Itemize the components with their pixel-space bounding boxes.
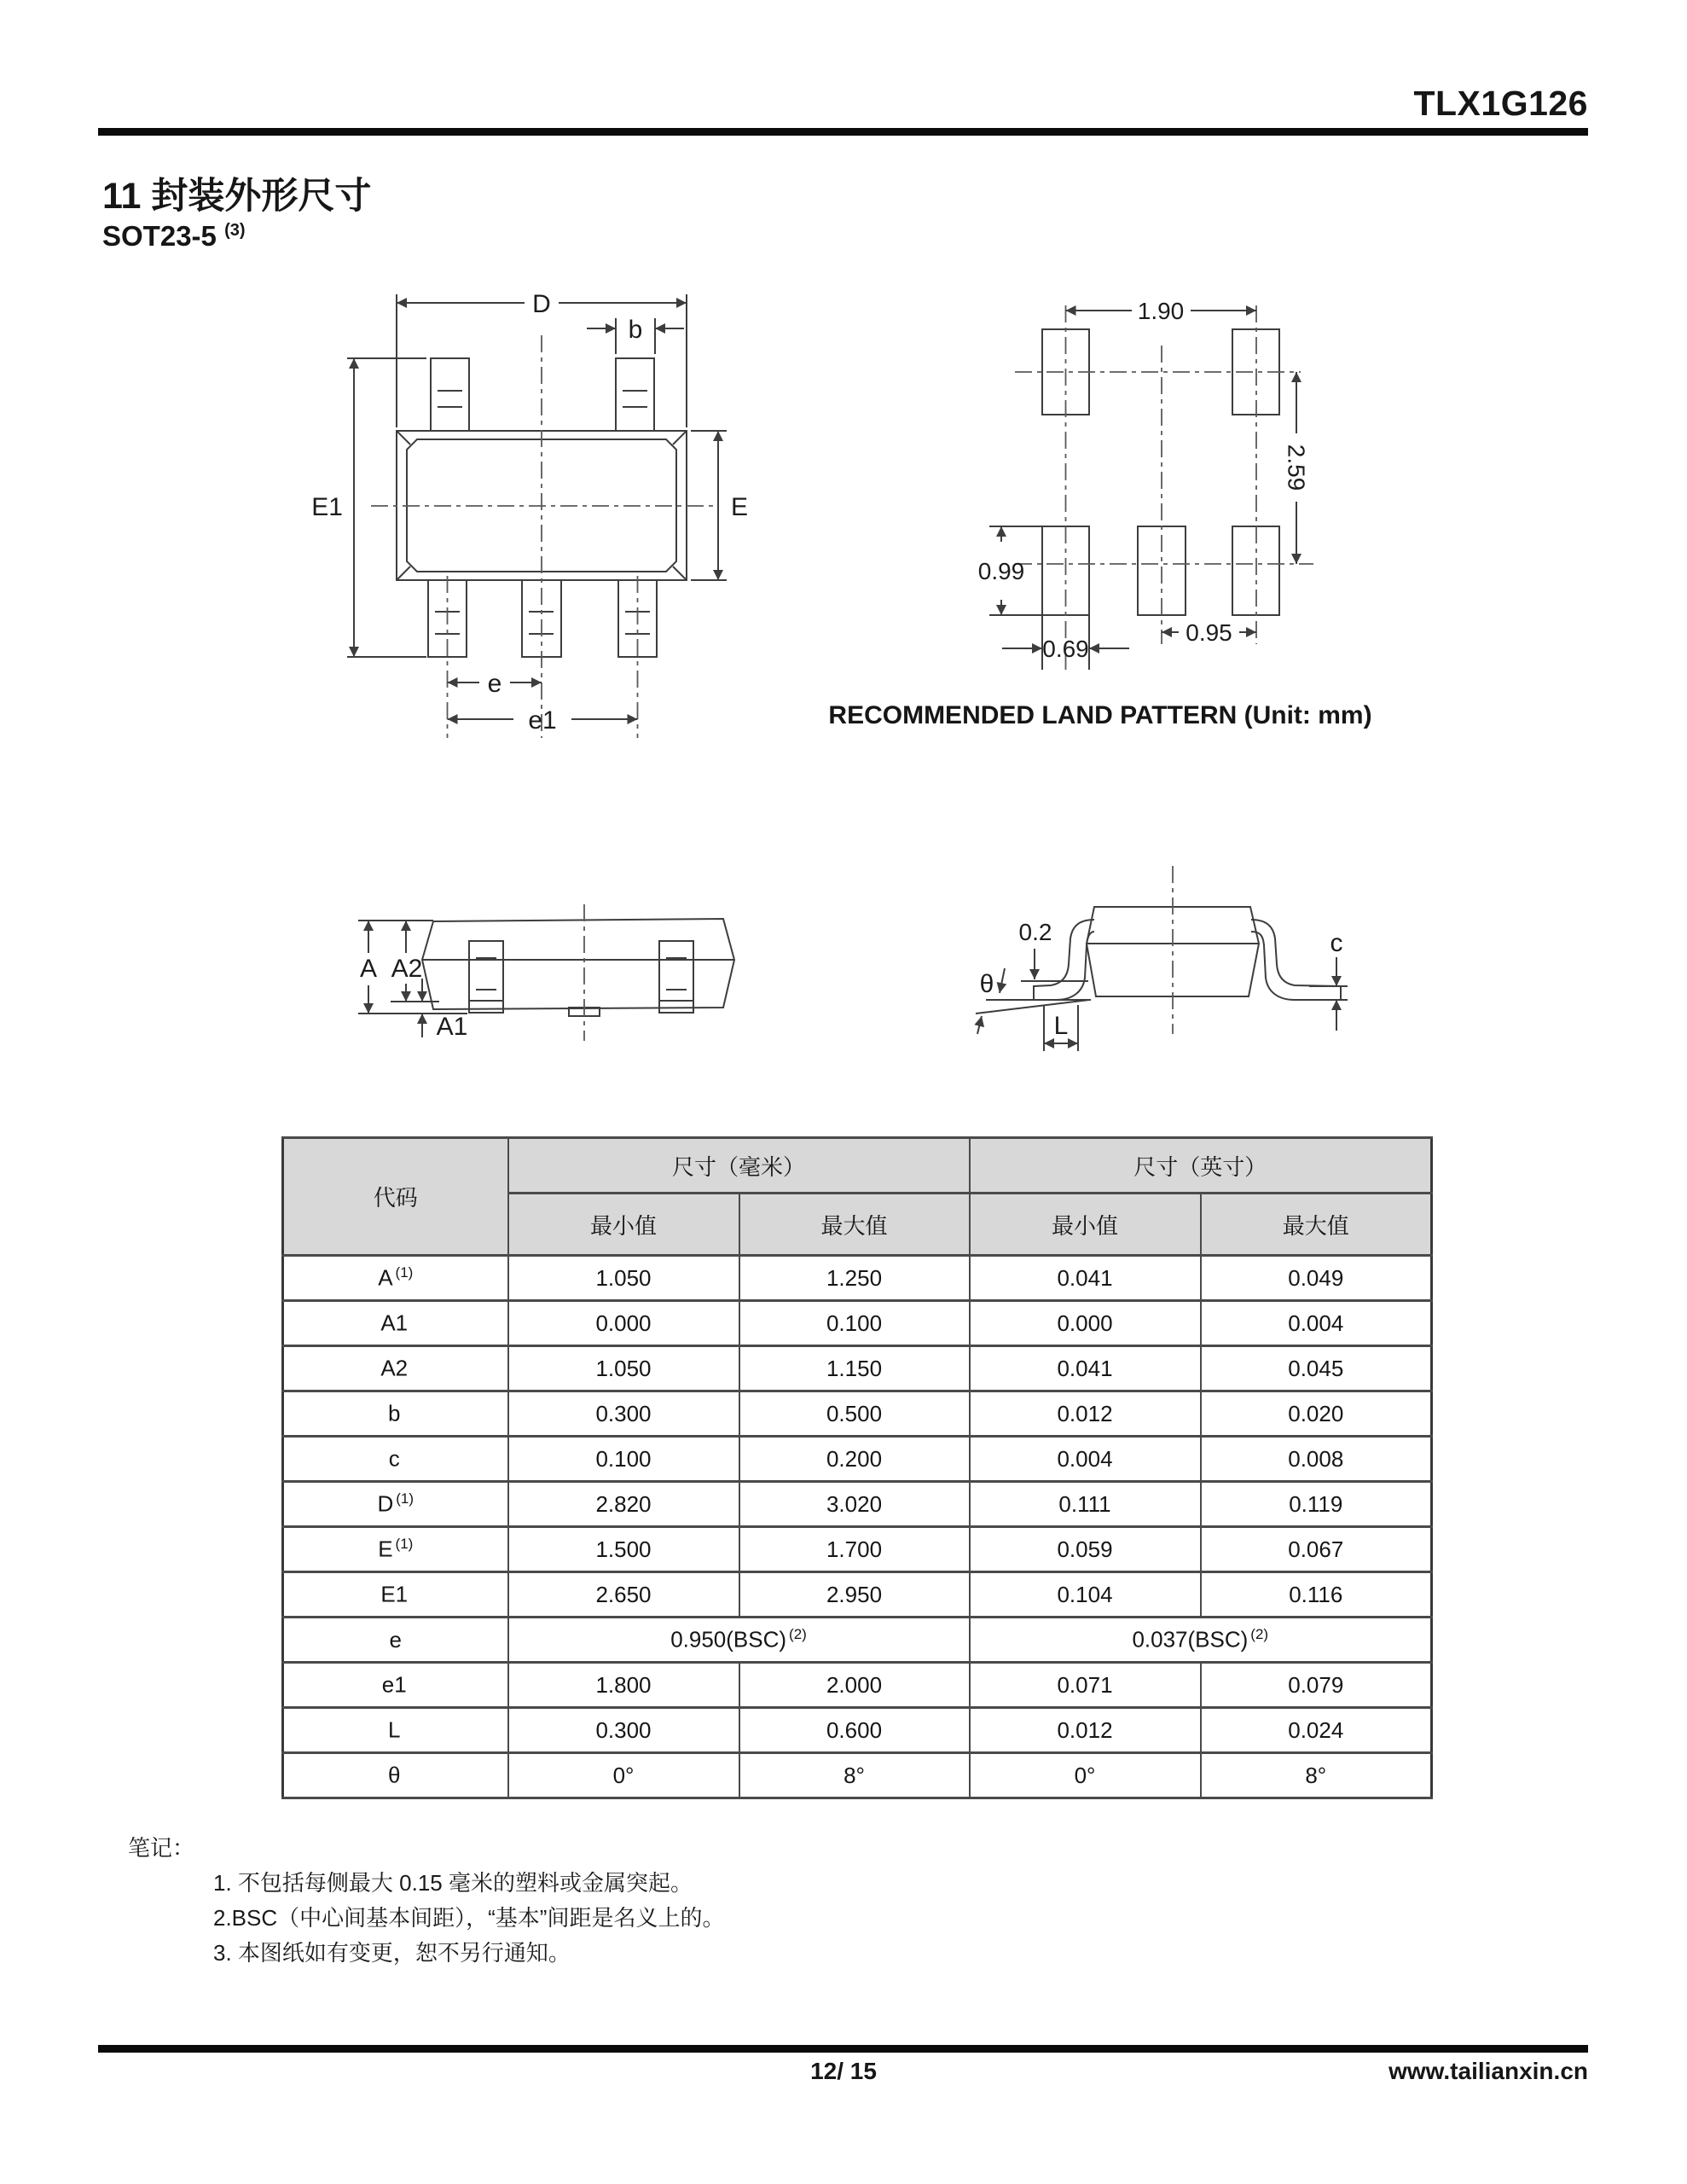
dim-label-bottom-pitch: 0.95 — [1186, 619, 1232, 646]
package-note-superscript: (3) — [224, 221, 246, 240]
value-cell: 0.024 — [1201, 1708, 1432, 1753]
note-item: 2.BSC（中心间基本间距），“基本”间距是名义上的。 — [213, 1905, 725, 1931]
value-cell: 1.800 — [508, 1663, 739, 1708]
value-cell: 0.008 — [1201, 1437, 1432, 1482]
table-row — [283, 1301, 1432, 1346]
value-cell: 0.067 — [1201, 1527, 1432, 1572]
notes — [128, 1831, 724, 1971]
bottom-leads — [428, 580, 657, 657]
value-cell: 0.004 — [970, 1437, 1201, 1482]
doc-number: TLX1G126 — [1413, 84, 1588, 123]
package-drawings-svg — [85, 277, 1493, 1088]
code-cell: θ — [283, 1753, 508, 1798]
col-header-mm: 尺寸（毫米） — [508, 1138, 970, 1194]
value-cell: 0.100 — [739, 1301, 970, 1346]
package-name — [102, 220, 246, 253]
value-cell: 0.049 — [1201, 1256, 1432, 1301]
value-cell: 0.012 — [970, 1391, 1201, 1437]
value-cell-span: 0.037(BSC) $^{(2)}$ — [970, 1618, 1432, 1663]
footer-website-link[interactable]: www.tailianxin.cn — [1388, 2058, 1588, 2084]
table-row — [283, 1346, 1432, 1391]
value-cell: 0.500 — [739, 1391, 970, 1437]
dim-label-b: b — [628, 316, 643, 344]
col-header-inch: 尺寸（英寸） — [970, 1138, 1432, 1194]
code-cell: A1 — [283, 1301, 508, 1346]
table-row — [283, 1527, 1432, 1572]
value-cell: 0.079 — [1201, 1663, 1432, 1708]
dim-label-E1: E1 — [311, 493, 343, 521]
dim-label-row-span: 2.59 — [1283, 444, 1310, 491]
value-cell: 0.000 — [970, 1301, 1201, 1346]
dim-label-top-pitch: 1.90 — [1137, 298, 1185, 324]
value-cell: 8° — [1201, 1753, 1432, 1798]
dim-label-theta: θ — [979, 970, 994, 998]
side-view-drawing — [358, 904, 734, 1041]
col-header-mm-max: 最大值 — [739, 1194, 970, 1256]
top-leads — [431, 358, 654, 431]
value-cell: 0.104 — [970, 1572, 1201, 1618]
dim-label-pad-width: 0.69 — [1042, 636, 1089, 662]
value-cell-span: 0.950(BSC) $^{(2)}$ — [508, 1618, 970, 1663]
lead-detail-drawing — [976, 866, 1348, 1051]
value-cell: 1.700 — [739, 1527, 970, 1572]
value-cell: 0.071 — [970, 1663, 1201, 1708]
value-cell: 0.020 — [1201, 1391, 1432, 1437]
dim-label-standoff: 0.2 — [1018, 919, 1052, 945]
table-row — [283, 1753, 1432, 1798]
value-cell: 0.000 — [508, 1301, 739, 1346]
value-cell: 2.950 — [739, 1572, 970, 1618]
value-cell: 0° — [508, 1753, 739, 1798]
dim-label-A: A — [359, 955, 378, 983]
code-cell: A2 — [283, 1346, 508, 1391]
value-cell: 0.300 — [508, 1391, 739, 1437]
dim-label-c: c — [1330, 929, 1343, 957]
value-cell: 8° — [739, 1753, 970, 1798]
code-cell: D $^{(1)}$ — [283, 1482, 508, 1527]
dim-label-E: E — [731, 493, 749, 521]
dim-label-L: L — [1053, 1012, 1069, 1040]
table-row — [283, 1708, 1432, 1753]
col-header-mm-min: 最小值 — [508, 1194, 739, 1256]
col-header-inch-min: 最小值 — [970, 1194, 1201, 1256]
table-row — [283, 1437, 1432, 1482]
code-cell: e1 — [283, 1663, 508, 1708]
value-cell: 0.100 — [508, 1437, 739, 1482]
top-view-drawing — [311, 290, 748, 738]
code-cell: c — [283, 1437, 508, 1482]
code-cell: E1 — [283, 1572, 508, 1618]
value-cell: 1.150 — [739, 1346, 970, 1391]
note-item: 1. 不包括每侧最大 0.15 毫米的塑料或金属突起。 — [213, 1870, 693, 1896]
value-cell: 0.200 — [739, 1437, 970, 1482]
value-cell: 0.059 — [970, 1527, 1201, 1572]
side-lead-tabs — [469, 941, 693, 1016]
dim-label-A1: A1 — [436, 1013, 468, 1041]
value-cell: 0.119 — [1201, 1482, 1432, 1527]
code-cell: b — [283, 1391, 508, 1437]
notes-heading: 笔记： — [128, 1835, 195, 1861]
header-rule — [98, 128, 1588, 136]
code-cell: A $^{(1)}$ — [283, 1256, 508, 1301]
value-cell: 0.045 — [1201, 1346, 1432, 1391]
section-title: 封装外形尺寸 — [151, 176, 372, 217]
value-cell: 2.650 — [508, 1572, 739, 1618]
value-cell: 0.012 — [970, 1708, 1201, 1753]
value-cell: 0.041 — [970, 1256, 1201, 1301]
dim-label-D: D — [532, 290, 551, 318]
value-cell: 1.050 — [508, 1256, 739, 1301]
section-heading — [102, 167, 371, 219]
value-cell: 0.111 — [970, 1482, 1201, 1527]
value-cell: 2.000 — [739, 1663, 970, 1708]
table-row — [283, 1391, 1432, 1437]
value-cell: 1.250 — [739, 1256, 970, 1301]
footer-page-number: 12/ 15 — [810, 2058, 877, 2084]
col-header-code: 代码 — [283, 1138, 508, 1256]
table-row — [283, 1482, 1432, 1527]
code-cell: e — [283, 1618, 508, 1663]
note-item: 3. 本图纸如有变更，恕不另行通知。 — [213, 1940, 571, 1966]
value-cell: 0.004 — [1201, 1301, 1432, 1346]
dim-label-pad-height: 0.99 — [977, 558, 1025, 584]
land-pattern-drawing — [978, 298, 1313, 670]
dim-label-A2: A2 — [391, 955, 423, 983]
land-pattern-caption: RECOMMENDED LAND PATTERN (Unit: mm) — [828, 701, 1372, 729]
centerlines — [371, 335, 716, 738]
table-row — [283, 1572, 1432, 1618]
value-cell: 0.041 — [970, 1346, 1201, 1391]
value-cell: 0.600 — [739, 1708, 970, 1753]
dimension-table — [281, 1136, 1433, 1799]
dim-label-e: e — [487, 670, 502, 698]
value-cell: 3.020 — [739, 1482, 970, 1527]
value-cell: 1.500 — [508, 1527, 739, 1572]
code-cell: E $^{(1)}$ — [283, 1527, 508, 1572]
value-cell: 0.116 — [1201, 1572, 1432, 1618]
table-row — [283, 1663, 1432, 1708]
table-row-e — [283, 1618, 1432, 1663]
value-cell: 2.820 — [508, 1482, 739, 1527]
dim-label-e1: e1 — [528, 706, 557, 735]
value-cell: 1.050 — [508, 1346, 739, 1391]
package-label: SOT23-5 — [102, 220, 217, 252]
footer-rule — [98, 2045, 1588, 2053]
code-cell: L — [283, 1708, 508, 1753]
right-lead — [1251, 920, 1341, 1000]
value-cell: 0.300 — [508, 1708, 739, 1753]
table-row — [283, 1256, 1432, 1301]
col-header-inch-max: 最大值 — [1201, 1194, 1432, 1256]
value-cell: 0° — [970, 1753, 1201, 1798]
section-number: 11 — [102, 176, 142, 217]
